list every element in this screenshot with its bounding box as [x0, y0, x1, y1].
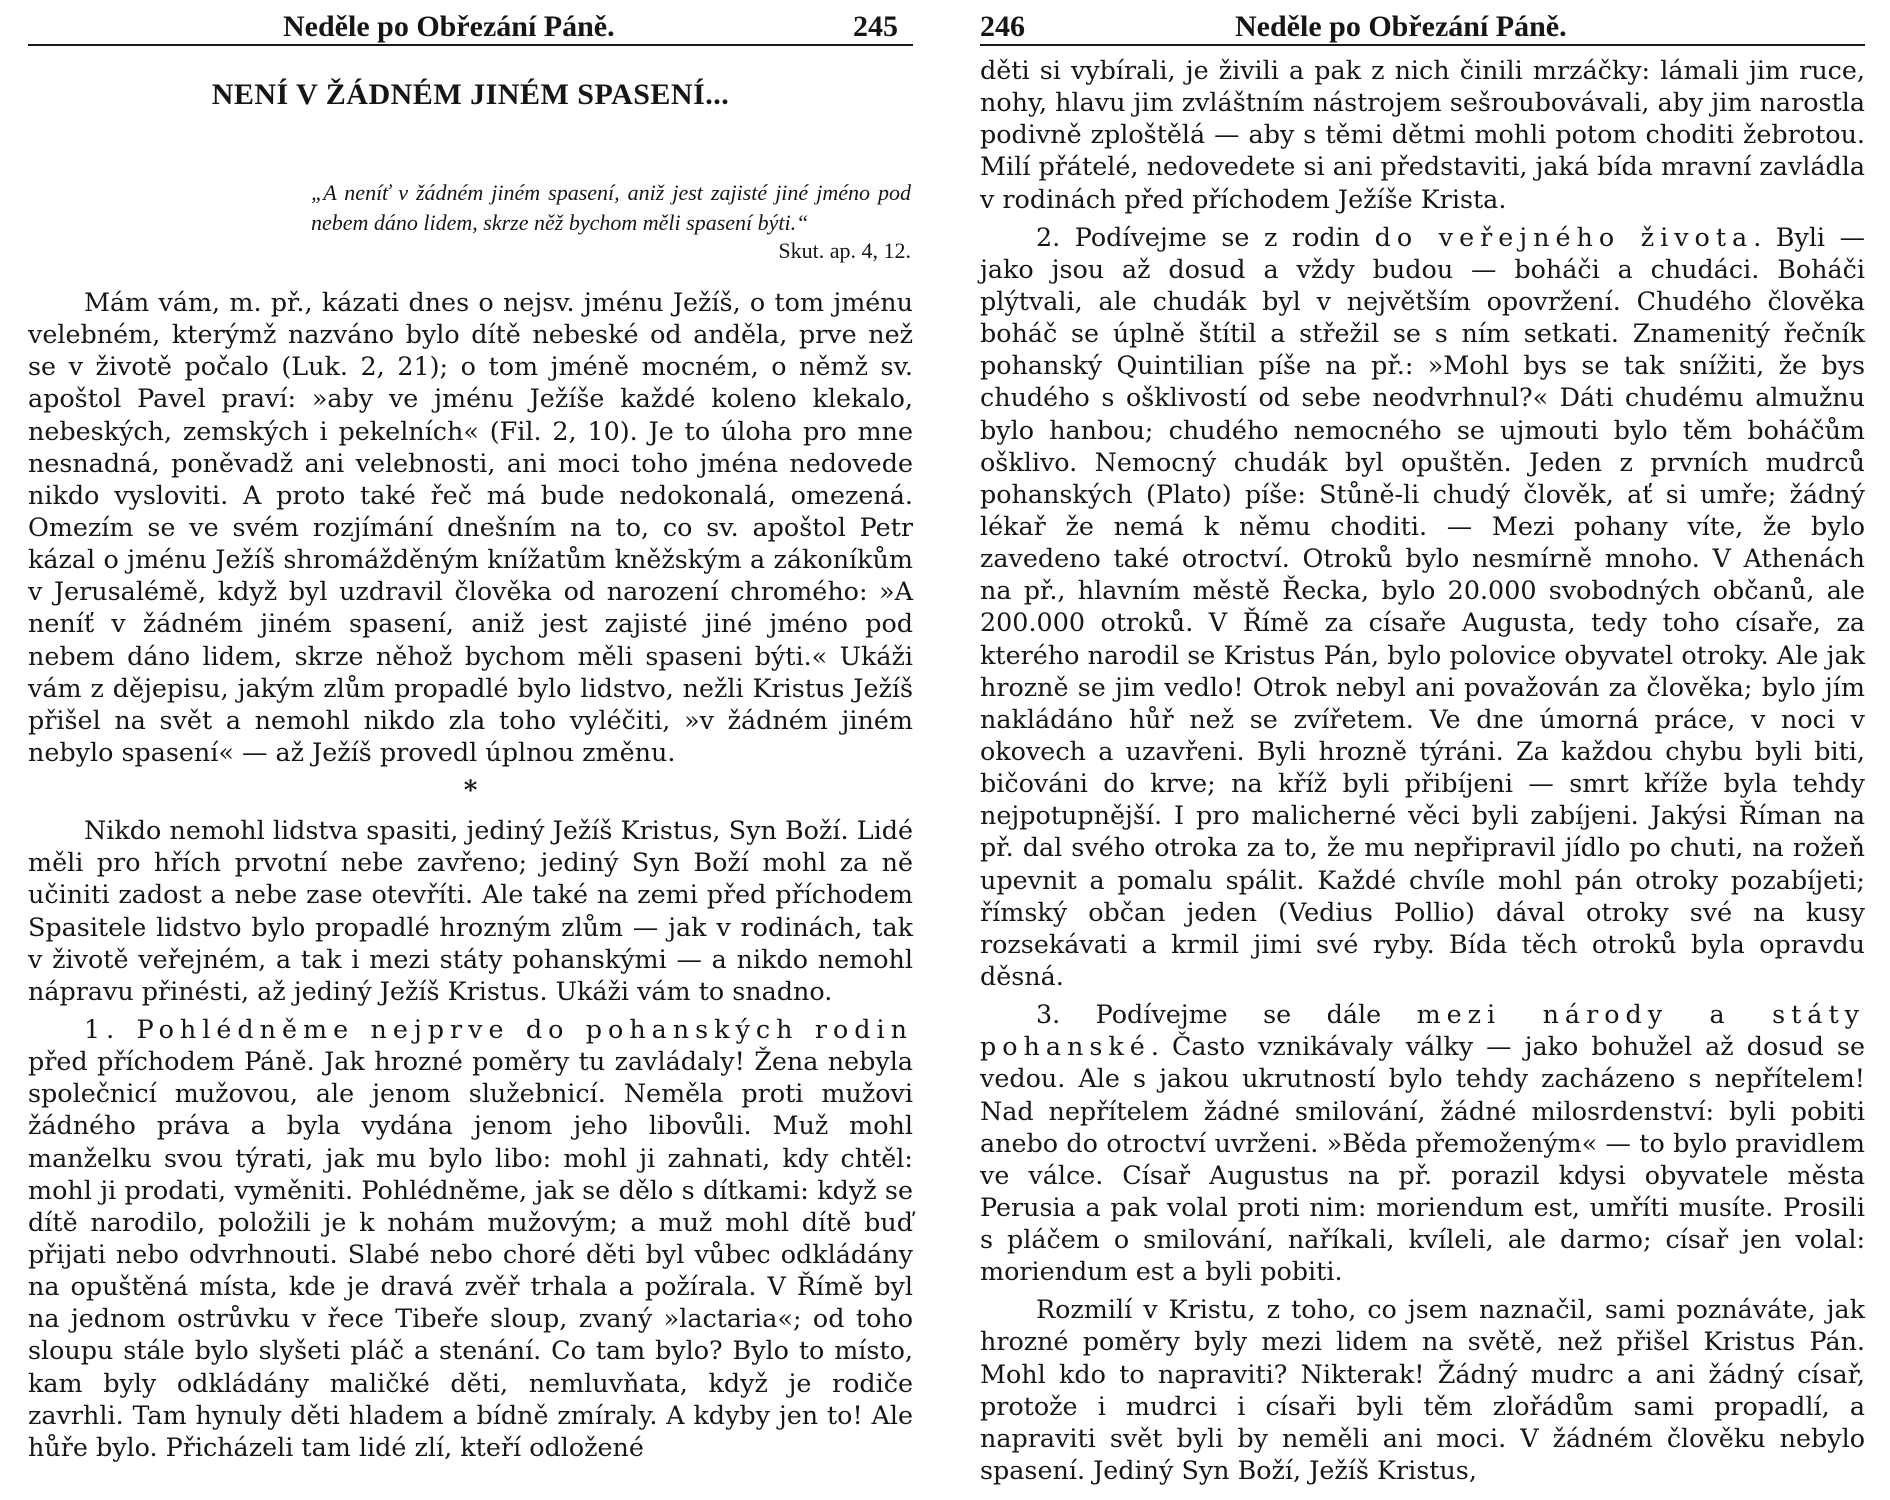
paragraph-public-life-text: . Byli — jako jsou až dosud a vždy budou — boháči a chudáci. Boháči plýtvali, ale chudák byl v největším opovržení. Chudého člověka boháč se úplně štítil a střežil se s ním setkati. Znamenitý řečník pohanský Quintilian píše na př.: »Mohl bys se tak snížiti, že bys chudého s ošklivostí od sebe neodvrhnul?« Dáti chudému almužnu bylo hanbou; chudého nemocného se ujmouti bylo těm boháčům ošklivo. Nemocný chudák byl opuštěn. Jeden z prvních mudrců pohanských (Plato) píše: Stůně-li chudý člověk, ať si umře; žádný lékař že nemá k němu choditi. — Mezi pohany víte, že bylo zavedeno také otroctví. Otroků bylo nesmírně mnoho. V Athenách na př., hlavním městě Řecka, bylo 20.000 svobodných občanů, ale 200.000 otroků. V Římě za císaře Augusta, tedy toho císaře, za kterého narodil se Kristus Pán, bylo polovice obyvatel otroky. Ale jak hrozně se jim vedlo! Otrok nebyl ani považován za člověka; bylo jím nakládáno hůř než se zvířetem. Ve dne úmorná práce, v noci v okovech a uzavřeni. Byli hrozně týráni. Za každou chybu byli biti, bičováni do krve; na kříž byli přibíjeni — smrt kříže byla tehdy nejpotupnější. I pro malicherné věci byli zabíjeni. Jakýsi Říman na př. dal svého otroka za to, že mu nepřipravil jídlo po chuti, na rožeň upevnit a pomalu spálit. Každé chvíle mohl pán otroky pozabíjeti; římský občan jeden (Vedius Pollio) dával otroky své na kusy rozsekávati a krmil jimi své ryby. Bída těch otroků byla opravdu děsná. [980, 221, 1865, 991]
paragraph-nobody-could-save: Nikdo nemohl lidstva spasiti, jediný Ježíš Kristus, Syn Boží. Lidé měli pro hřích prvotní nebe zavřeno; jediný Syn Boží mohl za ně učiniti zadost a nebe zase otevříti. Ale také na zemi před příchodem Spasitele lidstvo bylo propadlé hrozným zlům — jak v rodinách, tak v životě veřejném, a tak i mezi státy pohanskými — a nikdo nemohl nápravu přinésti, až jediný Ježíš Kristus. Ukáži vám to snadno. [28, 815, 913, 1006]
paragraph-children-continued: děti si vybírali, je živili a pak z nich činili mrzáčky: lámali jim ruce, nohy, hlavu jim zvláštním nástrojem sešroubovávali, aby jim narostla podivně zploštělá — aby s těmi dětmi mohli potom choditi žebrotou. Milí přátelé, nedovedete si ani představiti, jaká bída mravní zavládla v rodinách před příchodem Ježíše Krista. [980, 55, 1865, 214]
left-running-title: Neděle po Obřezání Páně. [283, 10, 615, 43]
left-running-head [28, 10, 913, 46]
right-page-body [980, 54, 1865, 1486]
spaced-emphasis-families: 1. Pohlédněme nejprve do pohanských rodin [84, 1013, 913, 1044]
motto-quote: „A neníť v žádném jiném spasení, aniž jest zajisté jiné jméno pod nebem dáno lidem, skrze něž bychom měli spasení býti.“ [311, 180, 911, 235]
paragraph-intro: Mám vám, m. př., kázati dnes o nejsv. jménu Ježíš, o tom jménu velebném, kterýmž nazváno bylo dítě nebeské od anděla, prve než se v životě počalo (Luk. 2, 21); o tom jméně mocném, o němž sv. apoštol Pavel praví: »aby ve jménu Ježíše každé koleno klekalo, nebeských, zemských i pekelních« (Fil. 2, 10). Je to úloha pro mne nesnadná, poněvadž ani velebnosti, ani moci toho jména nedovede nikdo vysloviti. A proto také řeč má bude nedokonalá, omezená. Omezím se ve svém rozjímání dnešním na to, co sv. apoštol Petr kázal o jménu Ježíš shromážděným knížatům kněžským a zákoníkům v Jerusalémě, když byl uzdravil člověka od narození chromého: »A neníť v žádném jiném spasení, aniž jest zajisté jiné jméno pod nebem dáno lidem, skrze něhož bychom měli spaseni býti.« Ukáži vám z dějepisu, jakým zlům propadlé bylo lidstvo, nežli Kristus Ježíš přišel na svět a nemohl nikdo zla toho vyléčiti, »v žádném jiném nebylo spasení« — až Ježíš provedl úplnou změnu. [28, 287, 913, 767]
paragraph-nations-lead: 3. Podívejme se dále [1036, 999, 1417, 1030]
right-running-head [980, 10, 1865, 46]
left-page-body [28, 66, 913, 1463]
right-page [980, 0, 1865, 1500]
right-running-title: Neděle po Obřezání Páně. [1235, 10, 1567, 43]
paragraph-conclusion: Rozmilí v Kristu, z toho, co jsem naznačil, sami poznáváte, jak hrozné poměry byly mezi lidem na světě, než přišel Kristus Pán. Mohl kdo to napraviti? Nikterak! Žádný mudrc a ani žádný císař, protože i mudrci i císaři byli těm zlořádům sami propadlí, a napraviti svět byli by neměli ani moci. V žádném člověku nebylo spasení. Jediný Syn Boží, Ježíš Kristus, [980, 1294, 1865, 1486]
paragraph-public-life [980, 221, 1865, 992]
sermon-heading: NENÍ V ŽÁDNÉM JINÉM SPASENÍ... [211, 78, 730, 111]
paragraph-families-text: před příchodem Páně. Jak hrozné poměry tu zavládaly! Žena nebyla společnicí mužovou, ale jenom služebnicí. Neměla proti mužovi žádného práva a byla vydána jenom jeho libovůli. Muž mohl manželku svou týrati, jak mu bylo libo: mohl ji zahnati, kdy chtěl: mohl ji prodati, vyměniti. Pohlédněme, jak se dělo s dítkami: když se dítě narodilo, položili je k nohám mužovým; a muž mohl dítě buď přijati nebo odvrhnouti. Slabé nebo choré děti byl vůbec odkládány na opuštěná místa, kde je dravá zvěř trhala a požírala. V Římě byl na jednom ostrůvku v řece Tibeře sloup, zvaný »lactaria«; od toho sloupu stále bylo slyšeti pláč a stenání. Co tam bylo? Bylo to místo, kam byly odkládány maličké děti, nemluvňata, když je rodiče zavrhli. Tam hynuly děti hladem a bídně zmíraly. A kdyby jen to! Ale hůře bylo. Přicházeli tam lidé zlí, kteří odložené [28, 1046, 913, 1462]
paragraph-nations-text: . Často vznikávaly války — jako bohužel až dosud se vedou. Ale s jakou ukrutností bylo tehdy zacházeno s nepřítelem! Nad nepřítelem žádné smilování, žádné milosrdenství: byli pobiti anebo do otroctví uvrženi. »Běda přemoženým« — to bylo pravidlem ve válce. Císař Augustus na př. porazil kdysi obyvatele města Perusia a pak volal proti nim: moriendum est, umříti musíte. Prosili s pláčem o smilování, naříkali, kvíleli, ale darmo; císař jen volal: moriendum est a byli pobiti. [980, 1031, 1865, 1287]
spaced-emphasis-public-life: do veřejného života [1374, 221, 1754, 252]
left-page-number: 245 [853, 10, 898, 43]
paragraph-families [28, 1013, 913, 1463]
paragraph-public-life-lead: 2. Podívejme se z rodin [1036, 221, 1375, 252]
paragraph-nations [980, 998, 1865, 1287]
spaced-emphasis-nations: mezi národy a státy pohanské [980, 999, 1865, 1062]
left-page [28, 0, 913, 1500]
right-page-number: 246 [980, 10, 1025, 43]
motto-reference: Skut. ap. 4, 12. [778, 238, 911, 263]
section-separator: * [463, 776, 478, 807]
